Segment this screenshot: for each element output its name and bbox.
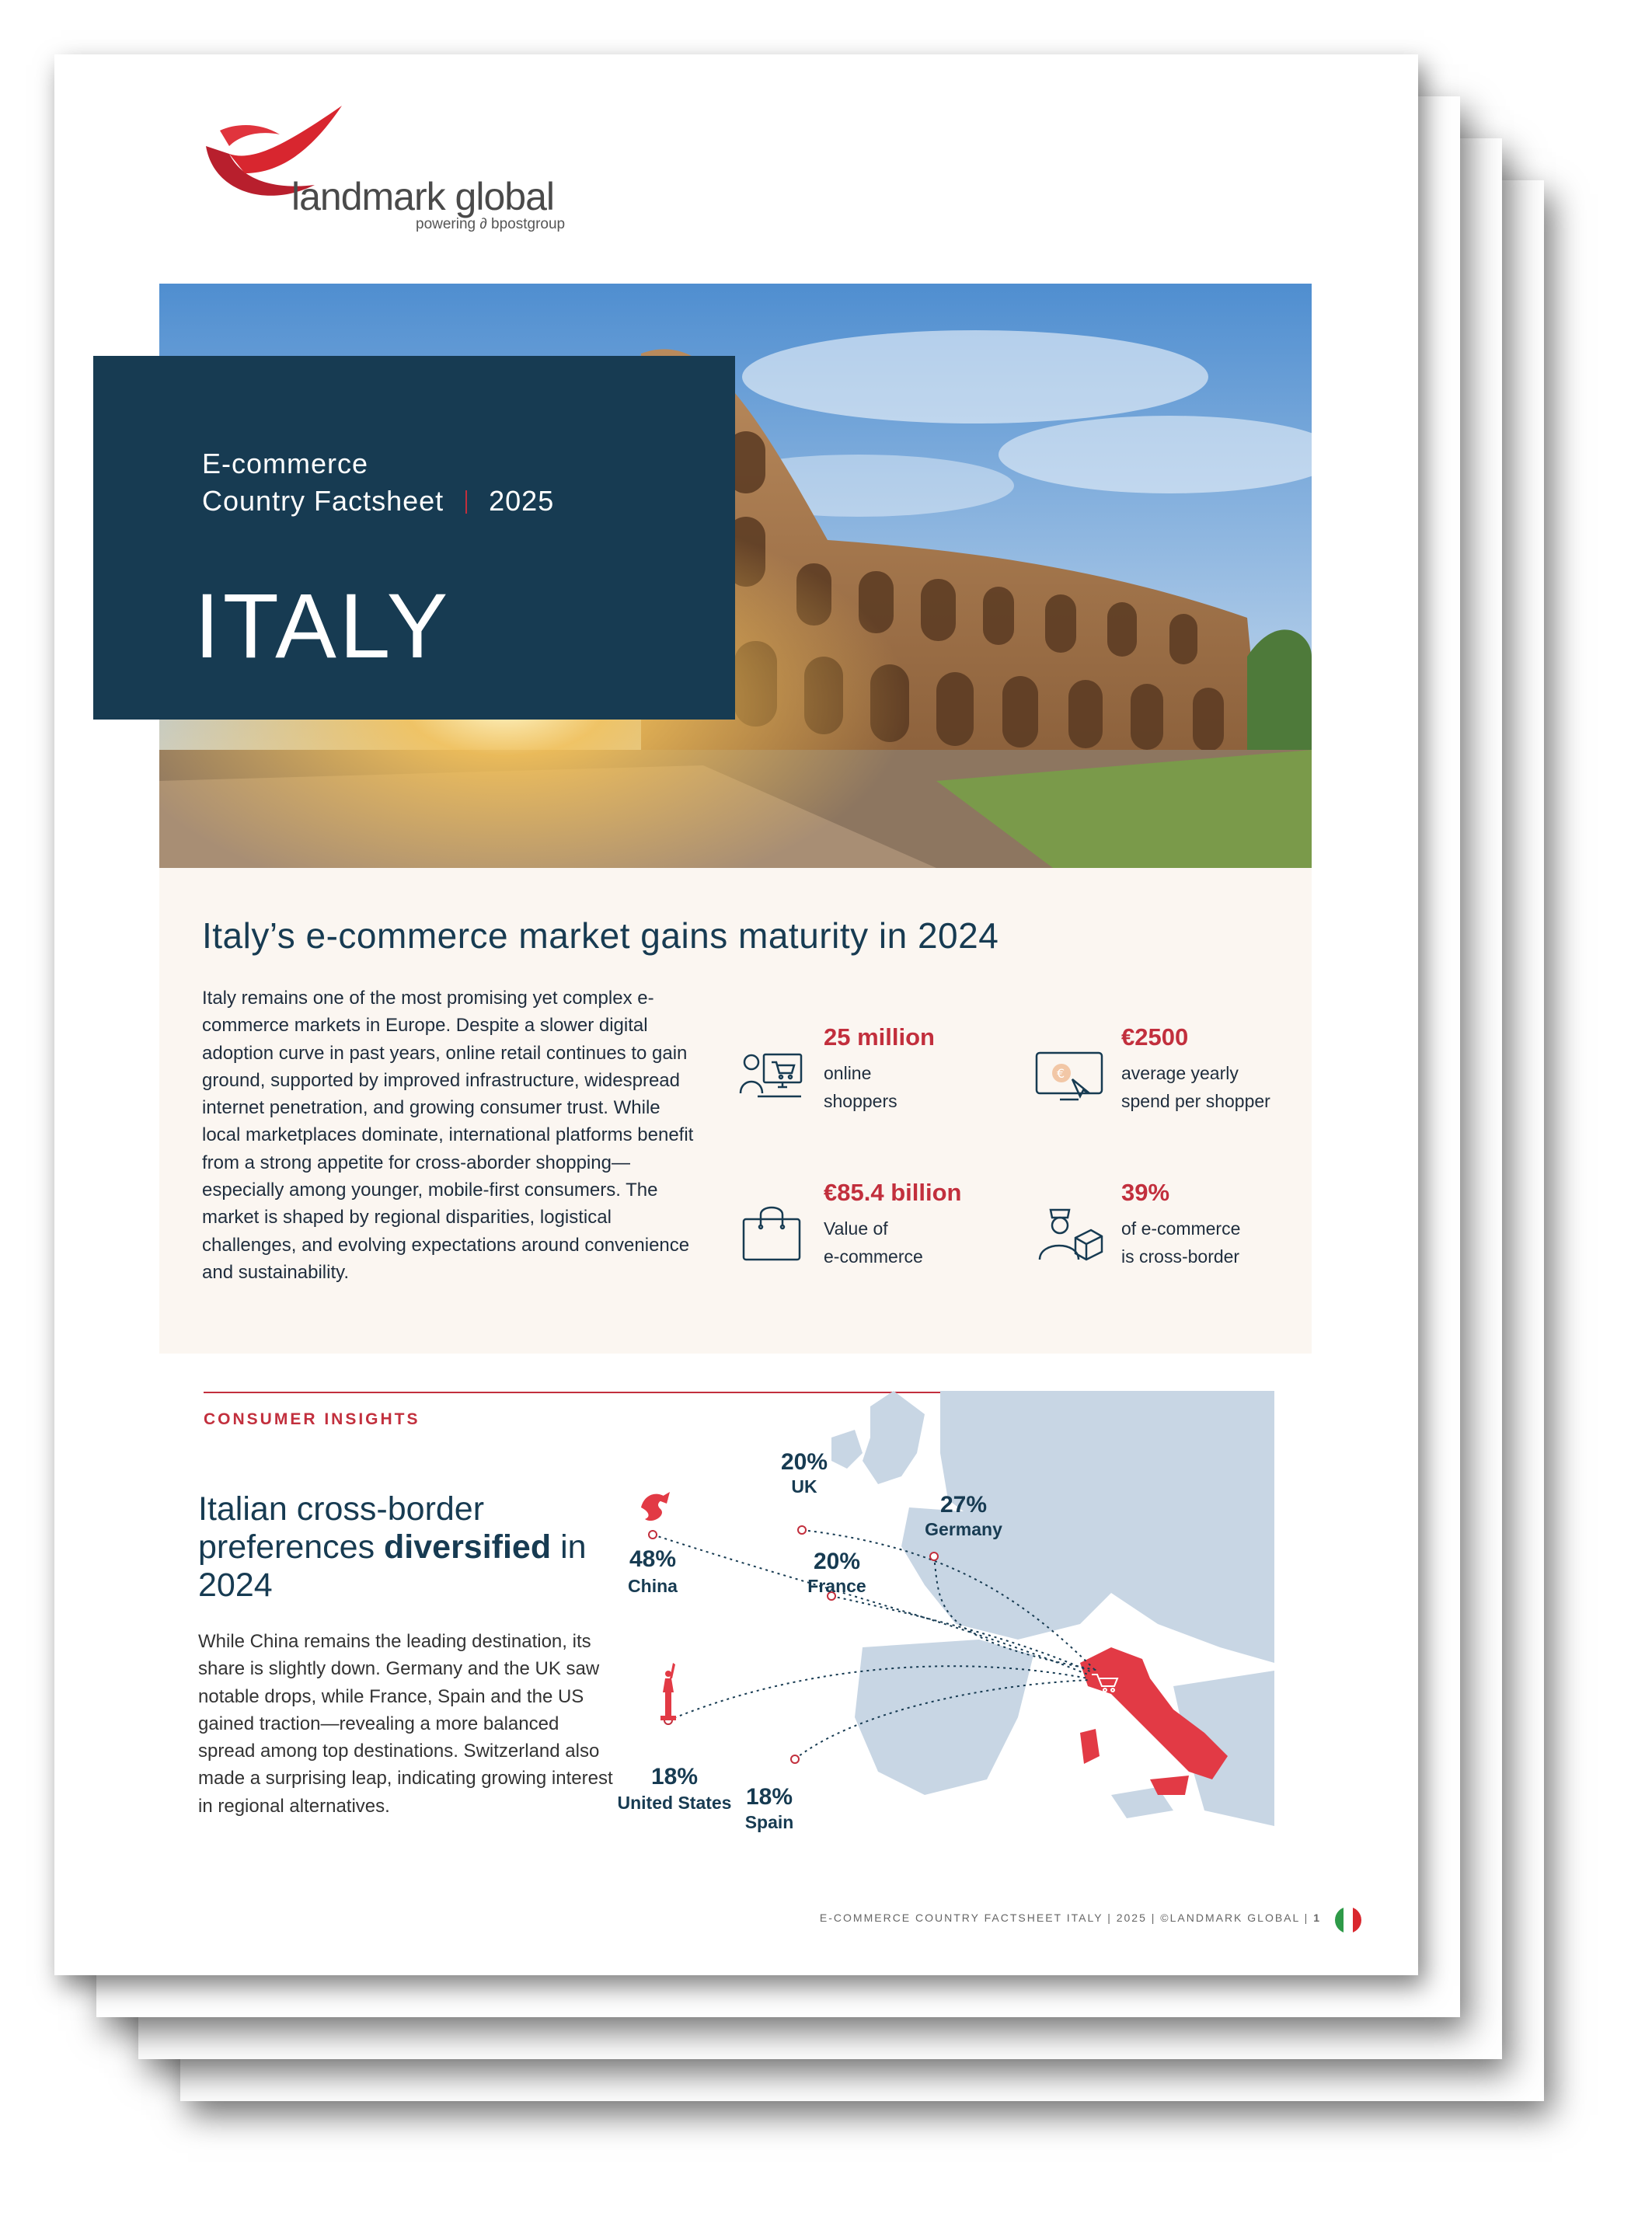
subtitle-line-2	[202, 485, 554, 518]
destination-share: 18%	[745, 1784, 793, 1810]
market-paragraph: Italy remains one of the most promising yet complex e-commerce markets in Europe. Despite a slower digital adoption curve in past years, online retail continues to gain ground, supported by improved infrastructure, widespread internet penetration, and growing consumer trust. While local marketplaces dominate, international platforms benefit from a strong appetite for cross-aborder shopping—especially among younger, mobile-first consumers. The market is shaped by regional disparities, logistical challenges, and evolving expectations around convenience and sustainability.	[202, 988, 694, 1283]
destination-country: France	[807, 1576, 866, 1596]
shopping-bag-icon	[734, 1194, 809, 1269]
landmark-global-logo	[198, 99, 602, 239]
destination-share: 20%	[813, 1549, 861, 1574]
insights-heading: Italian cross-border preferences diversified in 2024	[198, 1490, 587, 1604]
online-shopper-icon	[734, 1039, 809, 1113]
stat-value: 25 million	[824, 1023, 935, 1051]
stat-label: Value of e-commerce	[824, 1218, 923, 1267]
china-dragon-icon	[641, 1492, 670, 1521]
destination-country: Spain	[744, 1812, 794, 1832]
destination-country: United States	[617, 1793, 732, 1813]
page-footer: E-COMMERCE COUNTRY FACTSHEET ITALY | 2025 | ©LANDMARK GLOBAL | 1	[819, 1912, 1321, 1924]
destinations-map	[614, 1391, 1274, 1832]
title-panel	[93, 356, 735, 720]
stat-label: online shoppers	[824, 1063, 897, 1111]
destination-country: UK	[791, 1476, 817, 1497]
statue-of-liberty-icon	[660, 1663, 676, 1720]
subtitle-year: 2025	[489, 485, 555, 517]
destination-country: China	[628, 1576, 678, 1596]
destination-share: 18%	[650, 1764, 699, 1790]
stat-value: €2500	[1121, 1023, 1189, 1051]
section-eyebrow: CONSUMER INSIGHTS	[204, 1410, 420, 1428]
stat-label: of e-commerce is cross-border	[1121, 1218, 1241, 1267]
market-overview-section	[159, 868, 1312, 1354]
market-heading: Italy’s e-commerce market gains maturity in 2024	[202, 915, 999, 956]
country-title: ITALY	[194, 575, 451, 678]
destination-share: 20%	[780, 1449, 828, 1475]
logo-tagline: powering ∂ bpostgroup	[416, 216, 566, 232]
subtitle-factsheet: Country Factsheet	[202, 485, 444, 517]
italy-flag-icon	[1335, 1907, 1361, 1933]
courier-parcel-icon	[1032, 1194, 1107, 1269]
stat-label: average yearly spend per shopper	[1121, 1063, 1270, 1111]
stat-value: 39%	[1121, 1179, 1170, 1206]
destination-country: Germany	[925, 1519, 1002, 1539]
logo-wordmark: landmark global	[291, 175, 554, 218]
subtitle-line-1: E-commerce	[202, 448, 369, 479]
spend-screen-icon	[1032, 1039, 1107, 1113]
insights-paragraph: While China remains the leading destination, its share is slightly down. Germany and the UK saw notable drops, while France, Spain and the US gained traction—revealing a more balanced spread among top destinations. Switzerland also made a surprising leap, indicating growing interest in regional alternatives.	[198, 1631, 613, 1817]
page-number: 1	[1313, 1912, 1321, 1924]
svg-text:€: €	[1057, 1066, 1065, 1081]
destination-share: 48%	[629, 1546, 677, 1572]
title-separator	[465, 490, 467, 514]
destination-share: 27%	[939, 1492, 988, 1518]
stat-value: €85.4 billion	[824, 1179, 962, 1206]
